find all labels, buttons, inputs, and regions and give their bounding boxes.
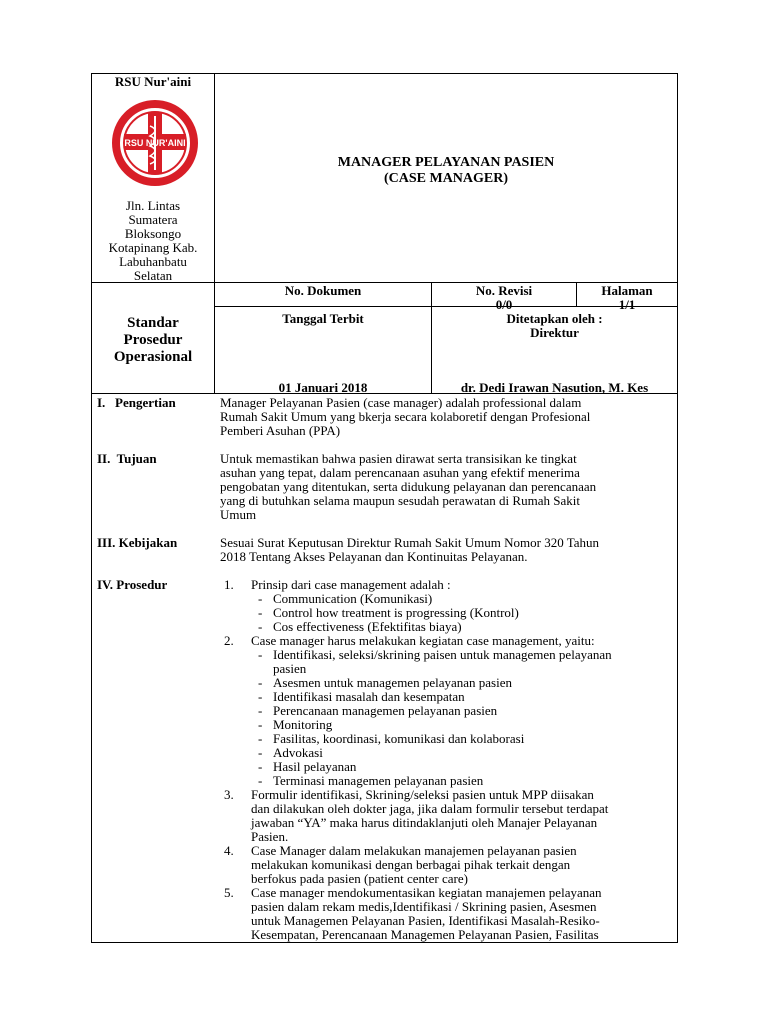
logo-text: RSU NUR'AINI: [124, 138, 186, 148]
prosedur-item-text: Prinsip dari case management adalah :: [251, 577, 451, 592]
address-line: Sumatera: [128, 212, 178, 227]
prosedur-item-number: 1.: [224, 577, 234, 592]
no-dokumen-label: No. Dokumen: [284, 283, 362, 298]
prosedur-item-number: 4.: [224, 843, 234, 858]
section-label-tujuan: II. Tujuan: [97, 451, 157, 466]
sop-label-line-1: Standar: [127, 315, 179, 331]
prosedur-item-number: 3.: [224, 787, 234, 802]
text-line: Umum: [220, 507, 257, 522]
prosedur-item-text: Case manager harus melakukan kegiatan case management, yaitu:: [251, 633, 595, 648]
text-line: yang di butuhkan selama maupun sesudah perawatan di Rumah Sakit: [220, 493, 580, 508]
sub-item-bullet: -: [258, 605, 263, 620]
prosedur-item-text: Formulir identifikasi, Skrining/seleksi pasien untuk MPP diisakan: [251, 787, 594, 802]
sub-item-text: Control how treatment is progressing (Kontrol): [273, 605, 519, 620]
document-title-line-1: MANAGER PELAYANAN PASIEN: [337, 155, 555, 170]
sub-item-text: Identifikasi, seleksi/skrining paisen untuk managemen pelayanan: [273, 647, 612, 662]
address-line: Kotapinang Kab.: [108, 240, 198, 255]
halaman-label: Halaman: [601, 283, 653, 298]
text-line: Untuk memastikan bahwa pasien dirawat serta transisikan ke tingkat: [220, 451, 577, 466]
halaman-value: 1/1: [618, 297, 636, 312]
section-label-pengertian: I. Pengertian: [97, 395, 176, 410]
document-title-line-2: (CASE MANAGER): [383, 171, 509, 186]
sub-item-bullet: -: [258, 745, 263, 760]
address-line: Selatan: [133, 268, 173, 283]
sub-item-bullet: -: [258, 619, 263, 634]
sub-item-bullet: -: [258, 731, 263, 746]
hospital-logo: [112, 100, 198, 186]
header-column-divider: [214, 73, 215, 393]
sub-item-text: Identifikasi masalah dan kesempatan: [273, 689, 465, 704]
sub-item-bullet: -: [258, 647, 263, 662]
prosedur-item-text: berfokus pada pasien (patient center care): [251, 871, 468, 886]
prosedur-item-text: dan dilakukan oleh dokter jaga, jika dalam formulir tersebut terdapat: [251, 801, 609, 816]
address-line: Labuhanbatu: [119, 254, 187, 269]
hospital-name: RSU Nur'aini: [114, 74, 192, 89]
sub-item-text: pasien: [273, 661, 307, 676]
address-line: Jln. Lintas: [125, 198, 181, 213]
prosedur-item-text: Kesempatan, Perencanaan Managemen Pelayanan Pasien, Fasilitas: [251, 927, 599, 942]
sub-item-bullet: -: [258, 759, 263, 774]
sub-item-bullet: -: [258, 675, 263, 690]
sub-item-text: Terminasi managemen pelayanan pasien: [273, 773, 484, 788]
sub-item-bullet: -: [258, 591, 263, 606]
ditetapkan-label: Ditetapkan oleh :: [506, 311, 603, 326]
sub-item-text: Advokasi: [273, 745, 323, 760]
text-line: asuhan yang tepat, dalam perencanaan asuhan yang efektif menerima: [220, 465, 580, 480]
address-line: Bloksongo: [124, 226, 182, 241]
no-revisi-value: 0/0: [495, 297, 513, 312]
prosedur-item-text: Case manager mendokumentasikan kegiatan manajemen pelayanan: [251, 885, 602, 900]
prosedur-item-number: 5.: [224, 885, 234, 900]
text-line: Rumah Sakit Umum yang bkerja secara kolaboretif dengan Profesional: [220, 409, 591, 424]
text-line: Pemberi Asuhan (PPA): [220, 423, 341, 438]
sub-item-text: Perencanaan managemen pelayanan pasien: [273, 703, 498, 718]
prosedur-item-text: melakukan komunikasi dengan berbagai pihak terkait dengan: [251, 857, 571, 872]
text-line: Sesuai Surat Keputusan Direktur Rumah Sakit Umum Nomor 320 Tahun: [220, 535, 600, 550]
sub-item-bullet: -: [258, 717, 263, 732]
prosedur-item-text: Pasien.: [251, 829, 289, 844]
sub-item-text: Hasil pelayanan: [273, 759, 357, 774]
sub-item-bullet: -: [258, 703, 263, 718]
sub-item-text: Monitoring: [273, 717, 333, 732]
sub-item-text: Communication (Komunikasi): [273, 591, 433, 606]
section-label-kebijakan: III. Kebijakan: [97, 535, 178, 550]
tanggal-terbit-value: 01 Januari 2018: [278, 380, 368, 395]
sop-label-line-3: Operasional: [113, 349, 193, 365]
prosedur-item-text: pasien dalam rekam medis,Identifikasi / Skrining pasien, Asesmen: [251, 899, 597, 914]
prosedur-item-text: untuk Managemen Pelayanan Pasien, Identifikasi Masalah-Resiko-: [251, 913, 600, 928]
sub-item-text: Fasilitas, koordinasi, komunikasi dan kolaborasi: [273, 731, 525, 746]
ditetapkan-name: dr. Dedi Irawan Nasution, M. Kes: [460, 380, 649, 395]
ditetapkan-role: Direktur: [530, 325, 579, 340]
sub-item-bullet: -: [258, 773, 263, 788]
prosedur-item-text: Case Manager dalam melakukan manajemen pelayanan pasien: [251, 843, 577, 858]
no-revisi-label: No. Revisi: [475, 283, 533, 298]
sub-item-text: Cos effectiveness (Efektifitas biaya): [273, 619, 462, 634]
sub-item-bullet: -: [258, 689, 263, 704]
text-line: Manager Pelayanan Pasien (case manager) adalah professional dalam: [220, 395, 582, 410]
sub-item-text: Asesmen untuk managemen pelayanan pasien: [273, 675, 512, 690]
prosedur-item-text: jawaban “YA” maka harus ditindaklanjuti oleh Manajer Pelayanan: [251, 815, 598, 830]
tanggal-terbit-label: Tanggal Terbit: [282, 311, 364, 326]
section-label-prosedur: IV. Prosedur: [97, 577, 168, 592]
text-line: 2018 Tentang Akses Pelayanan dan Kontinuitas Pelayanan.: [220, 549, 528, 564]
sop-label-line-2: Prosedur: [123, 332, 183, 348]
text-line: pengobatan yang ditentukan, serta didukung pelayanan dan perencanaan: [220, 479, 597, 494]
prosedur-item-number: 2.: [224, 633, 234, 648]
